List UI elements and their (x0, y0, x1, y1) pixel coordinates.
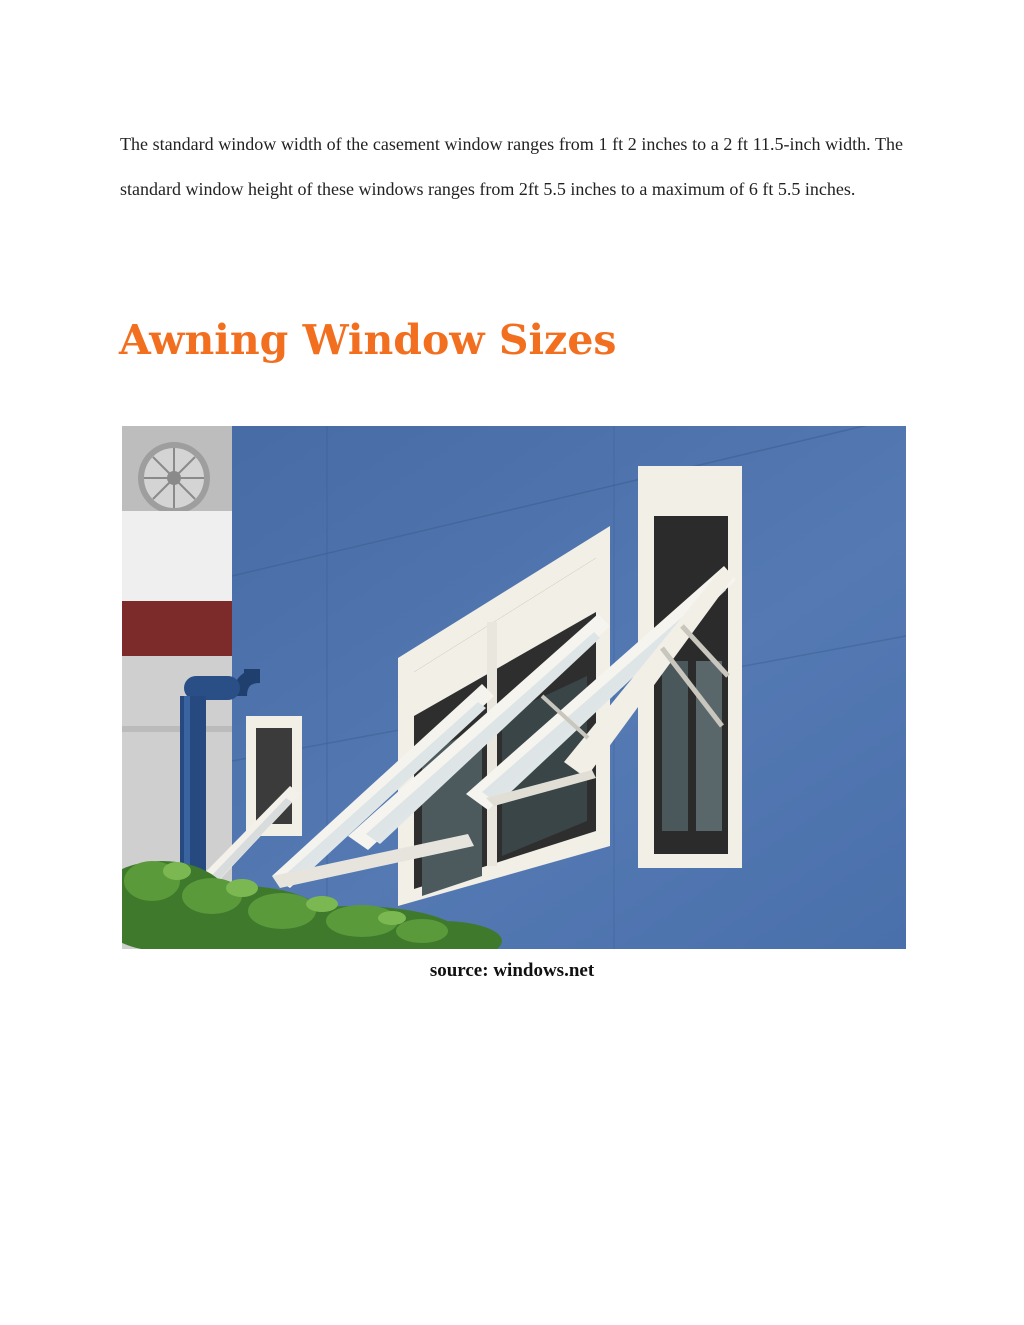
awning-windows-photo (122, 426, 906, 949)
section-heading: Awning Window Sizes (119, 316, 617, 364)
intro-paragraph: The standard window width of the casement window ranges from 1 ft 2 inches to a 2 ft 11.5-inch width. The standard window height of these windows ranges from 2ft 5.5 inches to a maximum of 6 ft 5.5 inches. (120, 134, 903, 199)
awning-windows-illustration (122, 426, 906, 949)
image-caption: source: windows.net (429, 960, 595, 981)
